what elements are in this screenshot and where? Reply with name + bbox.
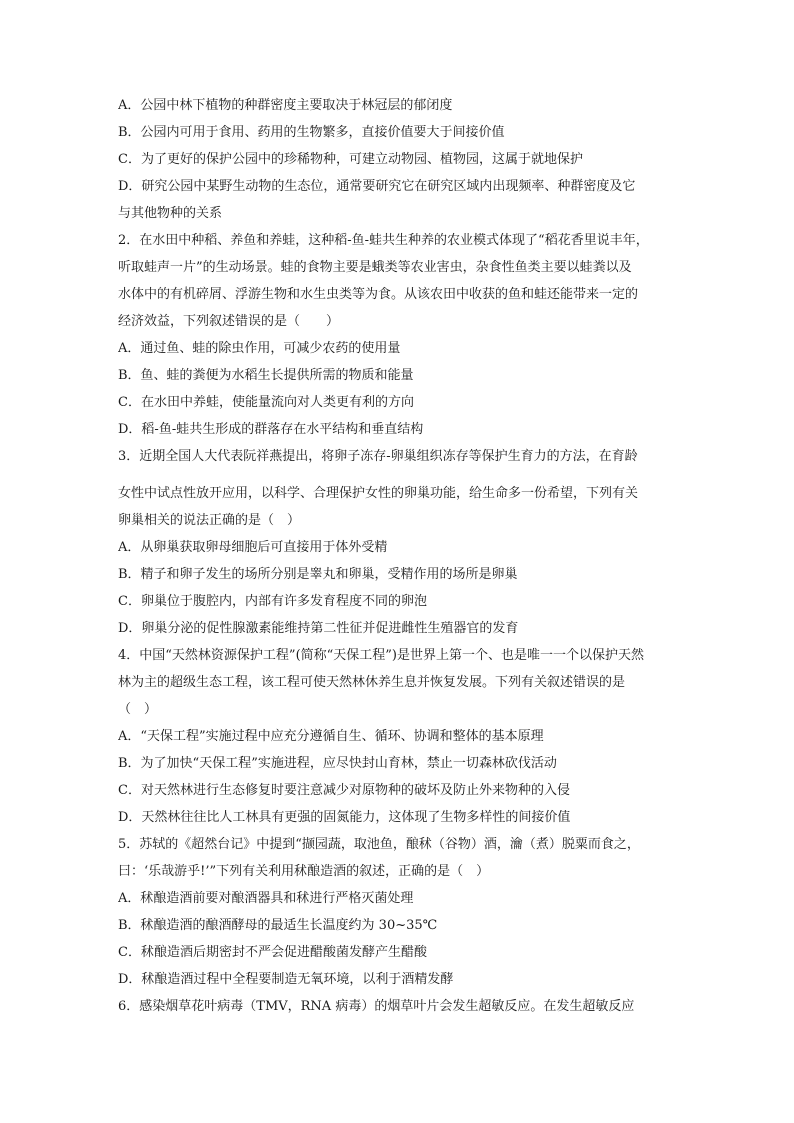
option-line: C．卵巢位于腹腔内，内部有许多发育程度不同的卵泡 — [118, 594, 427, 609]
option-line: A．通过鱼、蛙的除虫作用，可减少农药的使用量 — [118, 341, 401, 356]
question-2-stem: 2．在水田中种稻、养鱼和养蛙，这种稻-鱼-蛙共生种养的农业模式体现了“稻花香里说丰年， — [118, 233, 649, 248]
question-5-stem: 5．苏轼的《超然台记》中提到“撷园蔬，取池鱼，酿秫（谷物）酒，瀹（煮）脱粟而食之， — [118, 837, 640, 852]
option-line: B．秫酿造酒的酿酒酵母的最适生长温度约为 30~35℃ — [118, 918, 438, 933]
question-2-stem: 听取蛙声一片”的生动场景。蛙的食物主要是蛾类等农业害虫，杂食性鱼类主要以蛙粪以及 — [118, 260, 632, 275]
option-line: C．在水田中养蛙，使能量流向对人类更有利的方向 — [118, 395, 414, 410]
option-line: D．研究公园中某野生动物的生态位，通常要研究它在研究区域内出现频率、种群密度及它 — [118, 179, 636, 194]
option-line: C．为了更好的保护公园中的珍稀物种，可建立动物园、植物园，这属于就地保护 — [118, 152, 583, 167]
option-line: D．卵巢分泌的促性腺激素能维持第二性征并促进雌性生殖器官的发育 — [118, 621, 519, 636]
question-3-stem: 女性中试点性放开应用，以科学、合理保护女性的卵巢功能，给生命多一份希望，下列有关 — [118, 486, 639, 501]
option-line: A．从卵巢获取卵母细胞后可直接用于体外受精 — [118, 540, 388, 555]
question-3-stem: 卵巢相关的说法正确的是（ ） — [118, 513, 301, 528]
option-line: D．秫酿造酒过程中全程要制造无氧环境，以利于酒精发酵 — [118, 972, 454, 987]
question-4-stem: 林为主的超级生态工程，该工程可使天然林休养生息并恢复发展。下列有关叙述错误的是 — [118, 675, 626, 690]
option-line: B．为了加快“天保工程”实施进程，应尽快封山育林，禁止一切森林砍伐活动 — [118, 756, 557, 771]
option-line: A．秫酿造酒前要对酿酒器具和秫进行严格灭菌处理 — [118, 891, 414, 906]
exam-content — [118, 92, 678, 1020]
option-line: D．稻-鱼-蛙共生形成的群落存在水平结构和垂直结构 — [118, 422, 424, 437]
question-5-stem: 曰：‘乐哉游乎!’”下列有关利用秫酿造酒的叙述，正确的是（ ） — [118, 864, 490, 879]
question-6-stem: 6．感染烟草花叶病毒（TMV，RNA 病毒）的烟草叶片会发生超敏反应。在发生超敏反应 — [118, 999, 635, 1014]
question-2-stem: 水体中的有机碎屑、浮游生物和水生虫类等为食。从该农田中收获的鱼和蛙还能带来一定的 — [118, 287, 639, 302]
option-line: B．精子和卵子发生的场所分别是睾丸和卵巢，受精作用的场所是卵巢 — [118, 567, 518, 582]
option-line-continued: 与其他物种的关系 — [118, 206, 223, 221]
option-line: A．公园中林下植物的种群密度主要取决于林冠层的郁闭度 — [118, 98, 453, 113]
option-line: C．对天然林进行生态修复时要注意减少对原物种的破坏及防止外来物种的入侵 — [118, 783, 570, 798]
question-2-stem: 经济效益，下列叙述错误的是（ ） — [118, 314, 340, 329]
question-3-stem: 3．近期全国人大代表阮祥燕提出，将卵子冻存-卵巢组织冻存等保护生育力的方法，在育龄 — [118, 449, 638, 464]
option-line: A．“天保工程”实施过程中应充分遵循自生、循环、协调和整体的基本原理 — [118, 729, 544, 744]
question-4-stem: 4．中国“天然林资源保护工程”(简称“天保工程”)是世界上第一个、也是唯一一个以保护天然 — [118, 648, 644, 663]
option-line: B．鱼、蛙的粪便为水稻生长提供所需的物质和能量 — [118, 368, 414, 383]
question-4-stem: （ ） — [118, 702, 158, 717]
option-line: D．天然林往往比人工林具有更强的固氮能力，这体现了生物多样性的间接价值 — [118, 810, 571, 825]
option-line: C．秫酿造酒后期密封不严会促进醋酸菌发酵产生醋酸 — [118, 945, 427, 960]
option-line: B．公园内可用于食用、药用的生物繁多，直接价值要大于间接价值 — [118, 125, 505, 140]
